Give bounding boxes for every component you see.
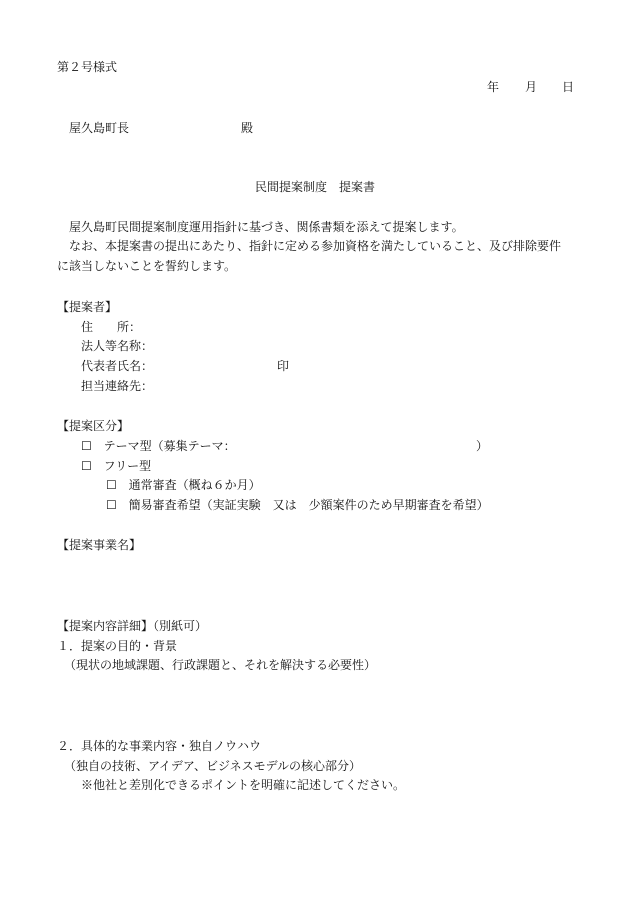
document-title: 民間提案制度 提案書 bbox=[255, 180, 376, 194]
item2-note: （独自の技術、アイデア、ビジネスモデルの核心部分） bbox=[64, 759, 362, 773]
item2-title: ２．具体的な事業内容・独自ノウハウ bbox=[57, 739, 262, 753]
corp-name-label: 法人等名称： bbox=[81, 339, 154, 353]
checkbox-icon[interactable]: ☐ bbox=[81, 459, 92, 473]
form-number: 第２号様式 bbox=[57, 60, 118, 74]
normal-review-option[interactable] bbox=[106, 479, 261, 491]
contact-label: 担当連絡先： bbox=[81, 379, 154, 393]
details-heading: 【提案内容詳細】（別紙可） bbox=[57, 619, 208, 633]
free-type-label: フリー型 bbox=[103, 459, 152, 473]
checkbox-icon[interactable]: ☐ bbox=[106, 478, 117, 492]
date-month-label: 月 bbox=[525, 80, 538, 94]
address-label: 住 所： bbox=[81, 320, 142, 334]
simple-review-label: 簡易審査希望（実証実験 又は 少額案件のため早期審査を希望） bbox=[128, 498, 489, 512]
checkbox-icon[interactable]: ☐ bbox=[106, 498, 117, 512]
simple-review-option[interactable] bbox=[106, 499, 489, 511]
seal-mark: 印 bbox=[277, 359, 290, 373]
intro-line-2: なお、本提案書の提出にあたり、指針に定める参加資格を満たしていること、及び排除要件 bbox=[69, 239, 562, 253]
theme-close-paren: ） bbox=[476, 439, 489, 453]
date-day-label: 日 bbox=[562, 80, 575, 94]
addressee: 屋久島町長 bbox=[69, 121, 130, 135]
free-type-option[interactable] bbox=[81, 460, 151, 472]
date-year-label: 年 bbox=[487, 80, 500, 94]
checkbox-icon[interactable]: ☐ bbox=[81, 439, 92, 453]
normal-review-label: 通常審査（概ね６か月） bbox=[128, 478, 261, 492]
intro-line-3: に該当しないことを誓約します。 bbox=[57, 259, 237, 273]
theme-type-option[interactable] bbox=[81, 440, 236, 452]
proposer-heading: 【提案者】 bbox=[57, 300, 118, 314]
item1-note: （現状の地域課題、行政課題と、それを解決する必要性） bbox=[64, 658, 377, 672]
honorific: 殿 bbox=[241, 121, 254, 135]
representative-label: 代表者氏名： bbox=[81, 359, 154, 373]
category-heading: 【提案区分】 bbox=[57, 419, 130, 433]
item2-remark: ※他社と差別化できるポイントを明確に記述してください。 bbox=[81, 778, 406, 792]
item1-title: １．提案の目的・背景 bbox=[57, 639, 178, 653]
theme-type-label: テーマ型（募集テーマ： bbox=[103, 439, 236, 453]
project-name-heading: 【提案事業名】 bbox=[57, 538, 142, 552]
intro-line-1: 屋久島町民間提案制度運用指針に基づき、関係書類を添えて提案します。 bbox=[69, 220, 464, 234]
